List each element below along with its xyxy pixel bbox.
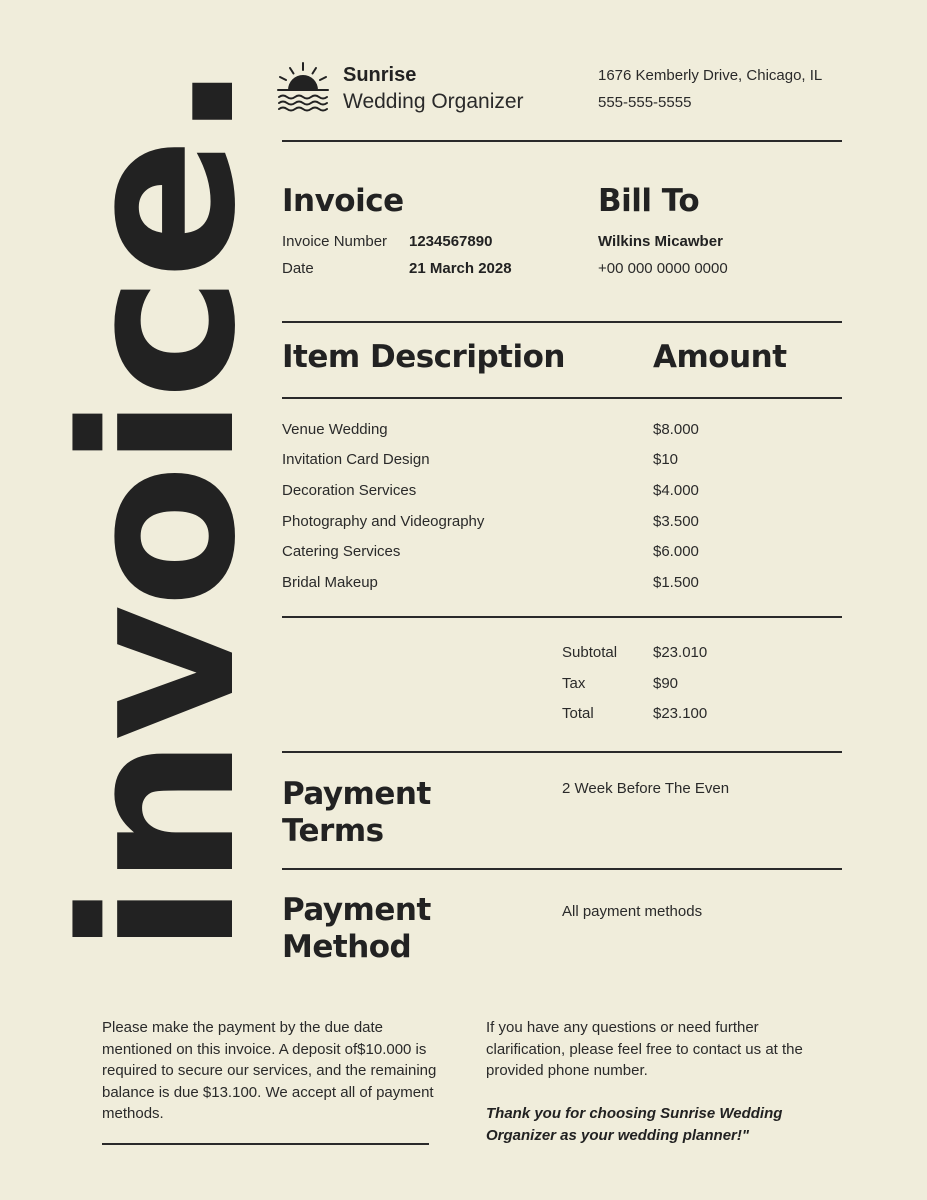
table-row	[282, 574, 842, 596]
item-amount: $8.000	[653, 421, 699, 438]
divider	[282, 140, 842, 142]
divider	[282, 397, 842, 399]
table-row	[282, 451, 842, 473]
subtotal-value: $23.010	[653, 644, 708, 661]
item-amount: $6.000	[653, 543, 699, 560]
item-description: Venue Wedding	[282, 421, 388, 438]
table-row	[282, 513, 842, 535]
tax-row	[562, 675, 842, 697]
payment-method-heading-line2: Method	[282, 929, 412, 965]
bill-to-name: Wilkins Micawber	[598, 233, 723, 250]
table-row	[282, 543, 842, 565]
divider	[282, 321, 842, 323]
item-description: Decoration Services	[282, 482, 417, 499]
item-description-header: Item Description	[282, 339, 565, 375]
item-description: Catering Services	[282, 543, 401, 560]
payment-method-heading-line1: Payment	[282, 892, 431, 928]
signature-line	[102, 1143, 429, 1145]
tax-value: $90	[653, 675, 679, 692]
bill-to-heading: Bill To	[598, 183, 700, 219]
item-amount: $1.500	[653, 574, 699, 591]
payment-method-value: All payment methods	[562, 903, 703, 920]
item-amount: $3.500	[653, 513, 699, 530]
invoice-heading: Invoice	[282, 183, 404, 219]
invoice-number-value: 1234567890	[409, 233, 493, 250]
divider	[282, 868, 842, 870]
subtotal-label: Subtotal	[562, 644, 618, 661]
item-description: Photography and Videography	[282, 513, 485, 530]
item-description: Invitation Card Design	[282, 451, 430, 468]
contact-note: If you have any questions or need further clarification, please feel free to contact us at the provided phone number.	[486, 1019, 803, 1079]
table-row	[282, 482, 842, 504]
subtotal-row	[562, 644, 842, 666]
divider	[282, 751, 842, 753]
payment-terms-heading	[282, 776, 431, 850]
payment-note: Please make the payment by the due date mentioned on this invoice. A deposit of$10.000 is required to secure our services, and the remaining balance is due $13.100. We accept all of payment methods.	[102, 1019, 437, 1122]
payment-terms-heading-line2: Terms	[282, 813, 384, 849]
item-amount: $10	[653, 451, 679, 468]
divider	[282, 616, 842, 618]
table-row	[282, 421, 842, 443]
invoice-date-label: Date	[282, 260, 314, 277]
company-tagline: Wedding Organizer	[343, 90, 524, 113]
sunrise-logo-icon	[276, 62, 330, 112]
amount-header: Amount	[653, 339, 787, 375]
payment-method-heading	[282, 892, 431, 966]
invoice-number-label: Invoice Number	[282, 233, 388, 250]
company-name: Sunrise	[343, 64, 417, 86]
bill-to-phone: +00 000 0000 0000	[598, 260, 728, 277]
invoice-date-value: 21 March 2028	[409, 260, 512, 277]
total-row	[562, 705, 842, 727]
payment-terms-value: 2 Week Before The Even	[562, 780, 730, 797]
side-word: invoice.	[37, 65, 282, 955]
thank-you-note: Thank you for choosing Sunrise Wedding Organizer as your wedding planner!"	[486, 1105, 783, 1144]
total-label: Total	[562, 705, 594, 722]
company-phone: 555-555-5555	[598, 94, 692, 111]
total-value: $23.100	[653, 705, 708, 722]
item-amount: $4.000	[653, 482, 699, 499]
payment-terms-heading-line1: Payment	[282, 776, 431, 812]
tax-label: Tax	[562, 675, 586, 692]
item-description: Bridal Makeup	[282, 574, 378, 591]
company-address: 1676 Kemberly Drive, Chicago, IL	[598, 67, 823, 84]
